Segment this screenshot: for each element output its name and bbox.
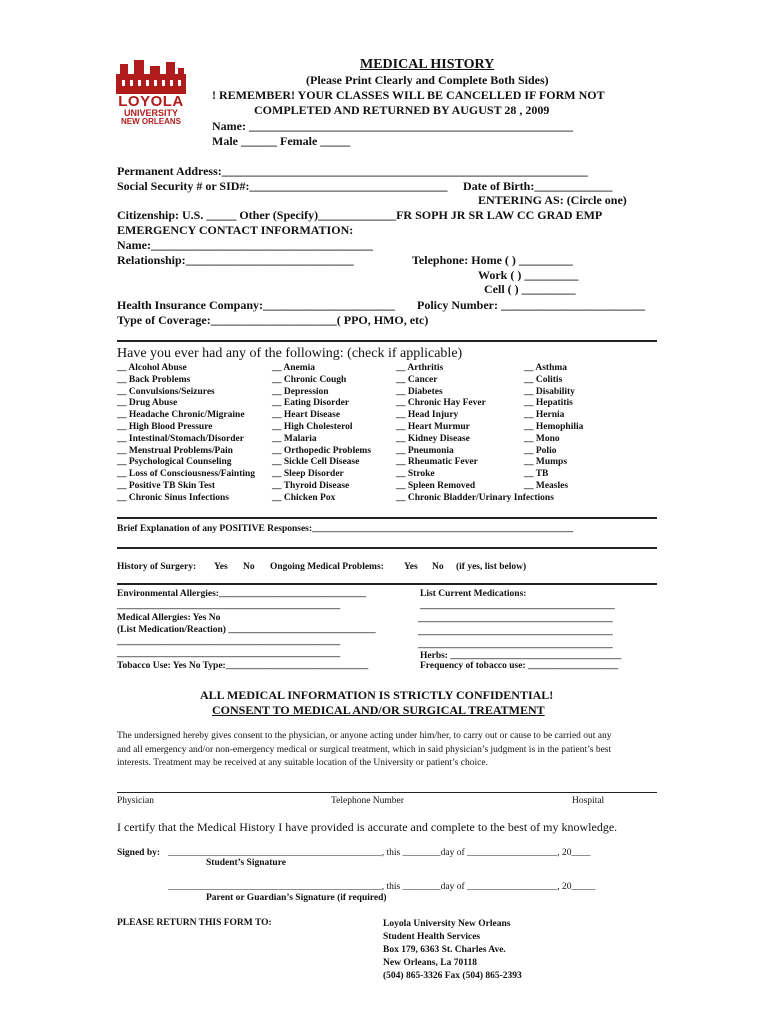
condition-checkbox-item[interactable]: __ Heart Murmur [396, 421, 470, 432]
certification-statement: I certify that the Medical History I have provided is accurate and complete to the best of my knowledge. [117, 820, 618, 834]
condition-checkbox-item[interactable]: __ Arthritis [396, 363, 444, 373]
student-signature-label: Student’s Signature [206, 858, 286, 868]
insurance-field[interactable]: Health Insurance Company:______________________ [117, 298, 396, 312]
condition-checkbox-item[interactable]: __ Asthma [524, 363, 568, 373]
medication-line-4[interactable]: _________________________________________ [418, 640, 613, 650]
condition-checkbox-item[interactable]: __ Alcohol Abuse [117, 363, 187, 373]
ongoing-label: Ongoing Medical Problems: [270, 562, 384, 572]
divider-4 [117, 583, 657, 585]
conditions-heading: Have you ever had any of the following: (check if applicable) [117, 346, 463, 361]
condition-checkbox-item[interactable]: __ Diabetes [396, 386, 443, 397]
form-subtitle: (Please Print Clearly and Complete Both Sides) [306, 73, 549, 87]
condition-checkbox-item[interactable]: __ Chronic Hay Fever [396, 398, 486, 409]
ongoing-list-note: (if yes, list below) [456, 562, 527, 572]
surgery-yes[interactable]: Yes [214, 562, 228, 572]
condition-checkbox-item[interactable]: __ Positive TB Skin Test [117, 480, 216, 491]
condition-checkbox-item[interactable]: __ Chronic Sinus Infections [117, 492, 230, 503]
condition-checkbox-item[interactable]: __ Mumps [524, 457, 568, 468]
confidential-notice: ALL MEDICAL INFORMATION IS STRICTLY CONFIDENTIAL! [200, 688, 554, 702]
condition-checkbox-item[interactable]: __ Drug Abuse [117, 398, 178, 409]
entering-as-label: ENTERING AS: (Circle one) [478, 193, 627, 207]
medication-reaction-field[interactable]: (List Medication/Reaction) _______________________________ [117, 625, 376, 635]
ongoing-yes[interactable]: Yes [404, 562, 418, 572]
environmental-allergies-field[interactable]: Environmental Allergies:_______________________________ [117, 589, 367, 599]
medication-line-3[interactable]: _________________________________________ [418, 627, 613, 637]
allergies-blank-3[interactable]: _______________________________________________ [117, 649, 341, 659]
tel-cell-field[interactable]: Cell ( ) _________ [484, 282, 576, 296]
condition-checkbox-item[interactable]: __ Thyroid Disease [272, 480, 350, 491]
consent-paragraph-line1: The undersigned hereby gives consent to the physician, or anyone acting under him/her, to carry out or cause to be carried out any [117, 731, 612, 741]
condition-checkbox-item[interactable]: __ Stroke [396, 469, 435, 480]
surgery-label: History of Surgery: [117, 562, 197, 572]
form-title: MEDICAL HISTORY [360, 57, 495, 72]
tobacco-frequency-field[interactable]: Frequency of tobacco use: ___________________ [420, 661, 619, 671]
ongoing-no[interactable]: No [432, 562, 444, 572]
dob-field[interactable]: Date of Birth:_____________ [463, 179, 613, 193]
condition-checkbox-item[interactable]: __ Loss of Consciousness/Fainting [117, 469, 256, 480]
medical-allergies-field[interactable]: Medical Allergies: Yes No [117, 613, 221, 623]
condition-checkbox-item[interactable]: __ Chronic Bladder/Urinary Infections [396, 492, 554, 503]
condition-checkbox-item[interactable]: __ Back Problems [117, 374, 191, 385]
address-line-4: New Orleans, La 70118 [383, 958, 477, 968]
return-form-label: PLEASE RETURN THIS FORM TO: [117, 918, 272, 928]
physician-label: Physician [117, 796, 154, 806]
consent-paragraph-line3: interests. Treatment may be received at any suitable location of the University or patient’s choice. [117, 758, 488, 768]
sex-field[interactable]: Male ______ Female _____ [212, 134, 351, 148]
current-medications-label: List Current Medications: [420, 589, 527, 599]
condition-checkbox-item[interactable]: __ Orthopedic Problems [272, 445, 372, 456]
medication-line-1[interactable]: _________________________________________ [420, 601, 615, 611]
conditions-column-1 [117, 363, 255, 505]
condition-checkbox-item[interactable]: __ Psychological Counseling [117, 457, 232, 468]
condition-checkbox-item[interactable]: __ Rheumatic Fever [396, 457, 478, 468]
parent-signature-label: Parent or Guardian’s Signature (if required) [206, 893, 387, 903]
condition-checkbox-item[interactable]: __ Spleen Removed [396, 480, 476, 491]
surgery-no[interactable]: No [243, 562, 255, 572]
condition-checkbox-item[interactable]: __ Disability [524, 386, 575, 397]
hospital-label: Hospital [572, 796, 605, 806]
herbs-field[interactable]: Herbs: ____________________________________ [420, 651, 622, 661]
condition-checkbox-item[interactable]: __ Anemia [272, 363, 316, 373]
medication-line-2[interactable]: _________________________________________ [418, 614, 613, 624]
conditions-column-2 [272, 363, 371, 505]
condition-checkbox-item[interactable]: __ High Cholesterol [272, 421, 353, 432]
condition-checkbox-item[interactable]: __ Sickle Cell Disease [272, 457, 360, 468]
divider-3 [117, 547, 657, 549]
condition-checkbox-item[interactable]: __ Depression [272, 386, 329, 397]
consent-paragraph-line2: and all emergency and/or non-emergency medical or surgical treatment, which in said physician’s judgment is in the patient’s best [117, 745, 612, 755]
logo-line3: NEW ORLEANS [121, 117, 181, 126]
condition-checkbox-item[interactable]: __ Colitis [524, 374, 563, 385]
consent-title: CONSENT TO MEDICAL AND/OR SURGICAL TREATMENT [212, 703, 545, 717]
condition-checkbox-item[interactable]: __ Hernia [524, 410, 565, 421]
condition-checkbox-item[interactable]: __ Mono [524, 433, 560, 444]
address-line-2: Student Health Services [383, 932, 481, 942]
tel-home-field[interactable]: Telephone: Home ( ) _________ [412, 253, 573, 267]
condition-checkbox-item[interactable]: __ Heart Disease [272, 410, 341, 421]
condition-checkbox-item[interactable]: __ Hemophilia [524, 421, 584, 432]
signed-by-label: Signed by: [117, 848, 161, 858]
address-line-3: Box 179, 6363 St. Charles Ave. [383, 945, 506, 955]
condition-checkbox-item[interactable]: __ Malaria [272, 433, 317, 444]
student-signature-line[interactable]: _____________________________________________, this ________day of ___________________, 20____ [168, 848, 591, 858]
citizenship-field[interactable]: Citizenship: U.S. _____ Other (Specify)_____________FR SOPH JR SR LAW CC GRAD EMP [117, 208, 603, 222]
condition-checkbox-item[interactable]: __ Sleep Disorder [272, 469, 344, 480]
warning-line2: COMPLETED AND RETURNED BY AUGUST 28 , 2009 [254, 103, 550, 117]
emergency-contact-heading: EMERGENCY CONTACT INFORMATION: [117, 223, 354, 237]
address-field[interactable]: Permanent Address:_____________________________________________________________ [117, 164, 588, 178]
divider-1 [117, 340, 657, 342]
ssn-field[interactable]: Social Security # or SID#:_________________________________ [117, 179, 448, 193]
logo-line2: UNIVERSITY [123, 108, 178, 118]
tel-work-field[interactable]: Work ( ) _________ [478, 268, 579, 282]
tobacco-use-field[interactable]: Tobacco Use: Yes No Type:______________________________ [117, 661, 369, 671]
condition-checkbox-item[interactable]: __ Eating Disorder [272, 398, 350, 409]
allergies-blank-1[interactable]: _______________________________________________ [117, 601, 341, 611]
building-graphic [114, 60, 188, 94]
allergies-blank-2[interactable]: _______________________________________________ [117, 637, 341, 647]
condition-checkbox-item[interactable]: __ Measles [524, 480, 569, 491]
condition-checkbox-item[interactable]: __ Chicken Pox [272, 492, 336, 503]
address-line-5: (504) 865-3326 Fax (504) 865-2393 [383, 971, 522, 981]
ec-name-field[interactable]: Name:_____________________________________ [117, 238, 373, 252]
condition-checkbox-item[interactable]: __ Kidney Disease [396, 433, 470, 444]
condition-checkbox-item[interactable]: __ TB [524, 469, 549, 480]
telephone-number-label: Telephone Number [331, 796, 404, 806]
name-field[interactable]: Name: ______________________________________________________ [212, 119, 573, 133]
condition-checkbox-item[interactable]: __ Intestinal/Stomach/Disorder [117, 433, 244, 444]
divider-2 [117, 517, 657, 519]
condition-checkbox-item[interactable]: __ Polio [524, 445, 557, 456]
condition-checkbox-item[interactable]: __ Cancer [396, 374, 438, 385]
condition-checkbox-item[interactable]: __ High Blood Pressure [117, 421, 213, 432]
condition-checkbox-item[interactable]: __ Chronic Cough [272, 374, 347, 385]
relationship-field[interactable]: Relationship:____________________________ [117, 253, 354, 267]
parent-signature-line[interactable]: _____________________________________________, this ________day of ___________________, 20_____ [168, 882, 596, 892]
address-line-1: Loyola University New Orleans [383, 919, 511, 929]
policy-field[interactable]: Policy Number: ________________________ [417, 298, 645, 312]
warning-line1: ! REMEMBER! YOUR CLASSES WILL BE CANCELLED IF FORM NOT [212, 88, 605, 102]
condition-checkbox-item[interactable]: __ Hepatitis [524, 398, 573, 409]
physician-signature-line[interactable] [117, 792, 657, 793]
condition-checkbox-item[interactable]: __ Pneumonia [396, 445, 454, 456]
condition-checkbox-item[interactable]: __ Headache Chronic/Migraine [117, 410, 245, 421]
condition-checkbox-item[interactable]: __ Convulsions/Seizures [117, 386, 215, 397]
explanation-field[interactable]: Brief Explanation of any POSITIVE Responses:_______________________________________________________ [117, 524, 574, 534]
return-address [383, 918, 522, 983]
condition-checkbox-item[interactable]: __ Head Injury [396, 410, 459, 421]
conditions-column-4 [524, 363, 583, 493]
logo-line1: LOYOLA [118, 93, 184, 110]
coverage-field[interactable]: Type of Coverage:_____________________( PPO, HMO, etc) [117, 313, 429, 327]
loyola-logo [114, 60, 188, 126]
condition-checkbox-item[interactable]: __ Menstrual Problems/Pain [117, 445, 233, 456]
